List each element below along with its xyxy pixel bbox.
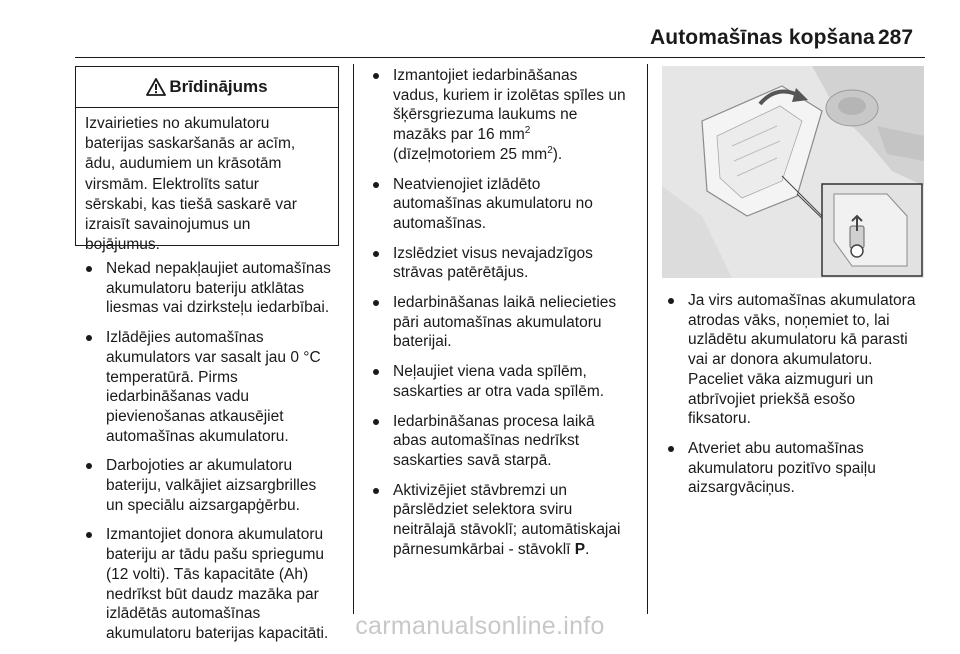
list-item xyxy=(75,456,353,515)
item-line: uzlādētu akumulatoru kā parasti xyxy=(688,331,908,349)
battery-cover-illustration xyxy=(662,66,924,278)
item-line: akumulatoru baterijas kapacitāti. xyxy=(106,624,329,642)
warning-title: Brīdinājums xyxy=(169,77,268,96)
item-line xyxy=(393,540,647,560)
superscript: 2 xyxy=(524,124,531,136)
item-line: akumulatoru pozitīvo spaiļu xyxy=(688,459,876,477)
item-line: aizsargvāciņus. xyxy=(688,479,795,497)
item-line: Paceliet vāka aizmuguri un xyxy=(688,370,874,388)
item-line: Iedarbināšanas procesa laikā xyxy=(393,412,595,430)
item-line: iedarbināšanas vadu xyxy=(106,388,250,406)
warning-line: ādu, audumiem un krāsotām xyxy=(85,155,282,173)
item-line: vai ar donora akumulatoru. xyxy=(688,351,873,369)
warning-triangle-icon xyxy=(146,78,166,96)
warning-header xyxy=(76,67,338,108)
item-line: Neatvienojiet izlādēto xyxy=(393,175,541,193)
warning-box xyxy=(75,66,339,254)
list-item xyxy=(362,175,647,234)
item-line: Nekad nepakļaujiet automašīnas xyxy=(106,260,331,277)
text-span: mazāks par 16 mm xyxy=(393,126,525,144)
item-line: Aktivizējiet stāvbremzi un xyxy=(393,481,568,499)
chapter-title: Automašīnas kopšana xyxy=(650,26,875,49)
item-line: Ja virs automašīnas akumulatora xyxy=(688,292,916,309)
list-item xyxy=(657,439,937,498)
header-rule xyxy=(75,57,925,58)
item-line: liesmas vai dzirksteļu iedarbībai. xyxy=(106,299,330,317)
illustration-svg xyxy=(662,66,924,278)
text-span: ). xyxy=(552,145,563,163)
item-line: strāvas patērētājus. xyxy=(393,264,529,282)
item-line: (12 volti). Tās kapacitāte (Ah) xyxy=(106,565,309,583)
warning-line: baterijas saskaršanās ar acīm, xyxy=(85,135,296,153)
warning-line: bojājumus. xyxy=(85,236,160,254)
item-line: Neļaujiet viena vada spīlēm, xyxy=(393,363,587,381)
list-item xyxy=(362,293,647,352)
list-item xyxy=(657,291,937,429)
item-line xyxy=(393,145,647,165)
page-header xyxy=(0,0,960,64)
item-line: Izmantojiet donora akumulatoru xyxy=(106,526,324,544)
item-line: temperatūrā. Pirms xyxy=(106,368,238,386)
column-divider-2 xyxy=(647,64,648,614)
warning-line: sērskabi, kas tiešā saskarē var xyxy=(85,195,297,213)
column3-bullet-list xyxy=(657,291,937,508)
item-line: bateriju ar tādu pašu spriegumu xyxy=(106,546,324,564)
text-span: pārnesumkārbai - stāvoklī xyxy=(393,540,575,558)
list-item xyxy=(362,481,647,560)
item-line: automašīnas. xyxy=(393,214,487,232)
item-line: pāri automašīnas akumulatoru xyxy=(393,313,602,331)
item-line: Darbojoties ar akumulatoru xyxy=(106,457,293,475)
item-line: pievienošanas atkausējiet xyxy=(106,407,284,425)
list-item xyxy=(362,66,647,165)
watermark-text: carmanualsonline.info xyxy=(355,612,605,640)
item-line: saskarties ar otra vada spīlēm. xyxy=(393,382,605,400)
item-line: bateriju, valkājiet aizsargbrilles xyxy=(106,477,317,495)
text-span: . xyxy=(585,540,590,558)
item-line: vadus, kuriem ir izolētas spīles un xyxy=(393,86,626,104)
list-item xyxy=(75,328,353,446)
item-line: abas automašīnas nedrīkst xyxy=(393,432,580,450)
item-line: Izmantojiet iedarbināšanas xyxy=(393,67,578,84)
item-line: akumulatoru bateriju atklātas xyxy=(106,279,305,297)
item-line: nedrīkst būt daudz mazāka par xyxy=(106,585,319,603)
item-line: pārslēdziet selektora sviru xyxy=(393,501,573,519)
list-item xyxy=(362,362,647,401)
warning-text xyxy=(76,108,338,255)
text-span: (dīzeļmotoriem 25 mm xyxy=(393,145,548,163)
item-line: šķērsgriezuma laukums ne xyxy=(393,106,578,124)
item-line: Izlādējies automašīnas xyxy=(106,329,264,347)
column1-bullet-list xyxy=(75,259,353,654)
item-line xyxy=(393,125,647,145)
item-line: un speciālu aizsargapģērbu. xyxy=(106,496,300,514)
item-line: automašīnas akumulatoru no xyxy=(393,195,593,213)
warning-line: Izvairieties no akumulatoru xyxy=(85,115,270,132)
item-line: baterijai. xyxy=(393,333,452,351)
list-item xyxy=(362,412,647,471)
item-line: atrodas vāks, noņemiet to, lai xyxy=(688,311,890,329)
item-line: akumulators var sasalt jau 0 °C xyxy=(106,348,321,366)
column2-bullet-list xyxy=(362,66,647,569)
item-line: atbrīvojiet priekšā esošo xyxy=(688,390,856,408)
warning-line: izraisīt savainojumus un xyxy=(85,216,251,234)
item-line: fiksatoru. xyxy=(688,410,751,428)
column-divider-1 xyxy=(353,64,354,614)
item-line: izlādētās automašīnas xyxy=(106,605,261,623)
warning-line: virsmām. Elektrolīts satur xyxy=(85,175,259,193)
list-item xyxy=(75,259,353,318)
item-line: automašīnas akumulatoru. xyxy=(106,427,289,445)
item-line: neitrālajā stāvoklī; automātiskajai xyxy=(393,521,621,539)
item-line: Izslēdziet visus nevajadzīgos xyxy=(393,244,593,262)
item-line: Atveriet abu automašīnas xyxy=(688,439,864,457)
list-item xyxy=(362,244,647,283)
superscript: 2 xyxy=(547,144,553,156)
page-number: 287 xyxy=(878,26,914,49)
item-line: saskarties savā starpā. xyxy=(393,451,552,469)
item-line: Iedarbināšanas laikā neliecieties xyxy=(393,294,617,312)
selector-position-p: P xyxy=(574,540,586,558)
